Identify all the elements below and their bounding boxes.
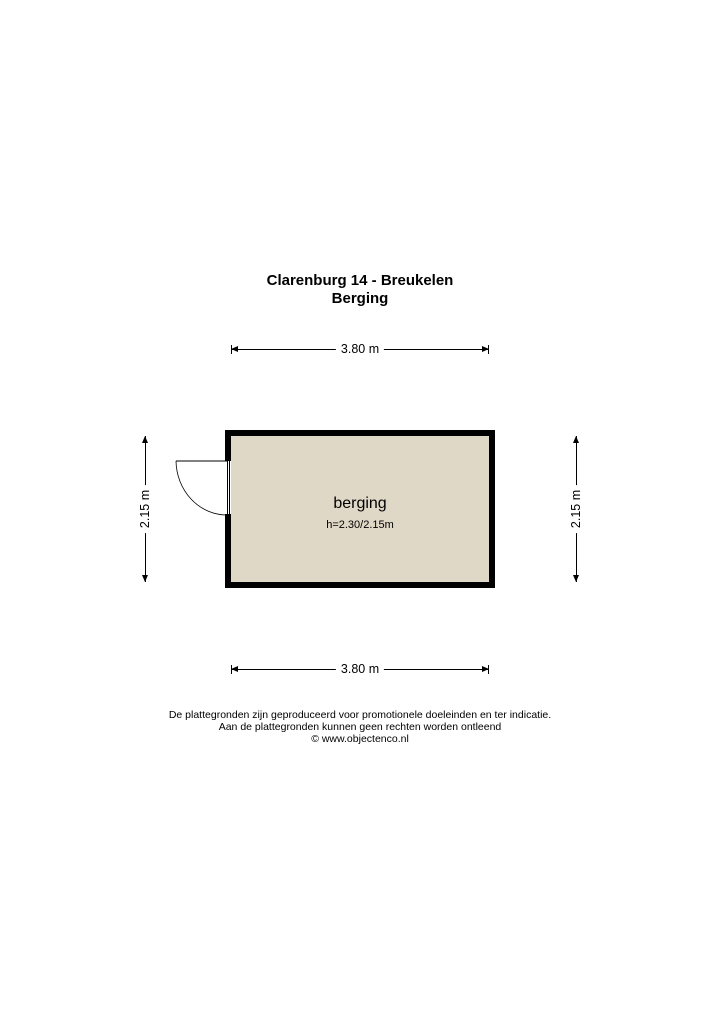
right-depth-dimension <box>569 436 583 582</box>
left-depth-dimension <box>138 436 152 582</box>
dimension-tick <box>488 345 489 354</box>
arrow-down-icon <box>573 575 579 582</box>
dimension-tick <box>231 345 232 354</box>
plan-subtitle: Berging <box>331 290 389 307</box>
top-width-label: 3.80 m <box>336 341 384 357</box>
bottom-width-dimension <box>231 662 489 676</box>
dimension-tick <box>488 665 489 674</box>
arrow-left-icon <box>231 346 238 352</box>
disclaimer-line-2: Aan de plattegronden kunnen geen rechten worden ontleend <box>218 721 502 733</box>
door-swing-icon <box>172 455 232 519</box>
arrow-up-icon <box>573 436 579 443</box>
room-berging <box>225 430 495 588</box>
disclaimer-line-1: De plattegronden zijn geproduceerd voor promotionele doeleinden en ter indicatie. <box>168 709 552 721</box>
top-width-dimension <box>231 342 489 356</box>
arrow-down-icon <box>142 575 148 582</box>
right-depth-label: 2.15 m <box>568 485 584 533</box>
copyright-line: © www.objectenco.nl <box>311 733 409 745</box>
bottom-width-label: 3.80 m <box>336 661 384 677</box>
room-name: berging <box>333 495 387 512</box>
room-height: h=2.30/2.15m <box>326 519 394 531</box>
arrow-up-icon <box>142 436 148 443</box>
plan-title: Clarenburg 14 - Breukelen <box>266 272 454 289</box>
left-depth-label: 2.15 m <box>137 485 153 533</box>
dimension-tick <box>231 665 232 674</box>
arrow-left-icon <box>231 666 238 672</box>
